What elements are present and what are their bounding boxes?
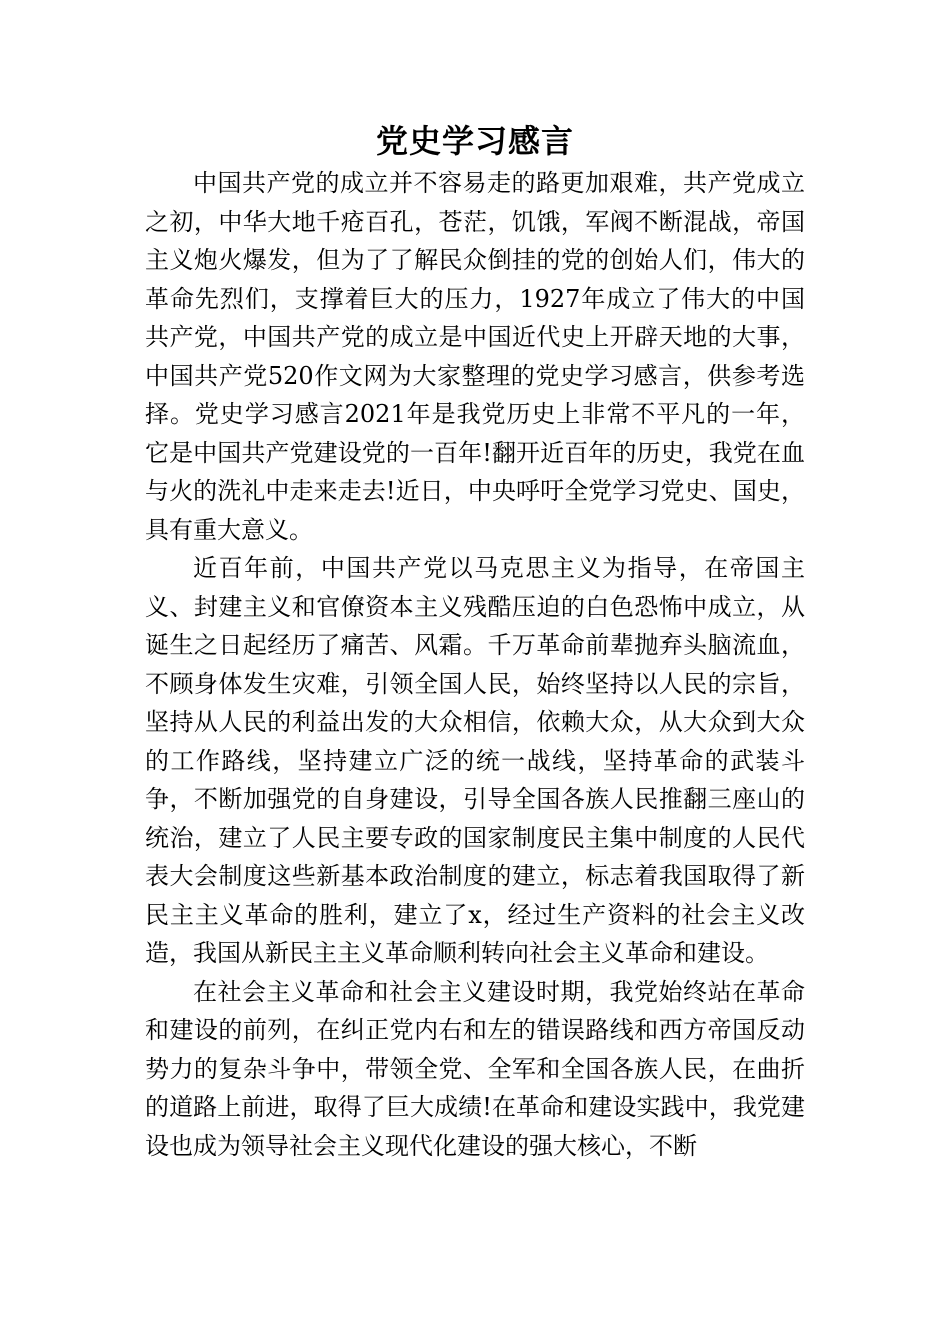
document-title: 党史学习感言 <box>375 122 574 160</box>
paragraph-3: 在社会主义革命和社会主义建设时期，我党始终站在革命和建设的前列，在纠正党内右和左的错误路线和西方帝国反动势力的复杂斗争中，带领全党、全军和全国各族人民，在曲折的道路上前进，取得了巨大成绩!在革命和建设实践中，我党建设也成为领导社会主义现代化建设的强大核心，不断 <box>145 977 805 1160</box>
document-body <box>145 118 805 1165</box>
paragraph-2: 近百年前，中国共产党以马克思主义为指导，在帝国主义、封建主义和官僚资本主义残酷压迫的白色恐怖中成立，从诞生之日起经历了痛苦、风霜。千万革命前辈抛弃头脑流血，不顾身体发生灾难，引领全国人民，始终坚持以人民的宗旨，坚持从人民的利益出发的大众相信，依赖大众，从大众到大众的工作路线，坚持建立广泛的统一战线，坚持革命的武装斗争，不断加强党的自身建设，引导全国各族人民推翻三座山的统治，建立了人民主要专政的国家制度民主集中制度的人民代表大会制度这些新基本政治制度的建立，标志着我国取得了新民主主义革命的胜利，建立了x，经过生产资料的社会主义改造，我国从新民主主义革命顺利转向社会主义革命和建设。 <box>145 554 805 967</box>
paragraph-1: 中国共产党的成立并不容易走的路更加艰难，共产党成立之初，中华大地千疮百孔，苍茫，饥饿，军阀不断混战，帝国主义炮火爆发，但为了了解民众倒挂的党的创始人们，伟大的革命先烈们，支撑着巨大的压力，1927年成立了伟大的中国共产党，中国共产党的成立是中国近代史上开辟天地的大事，中国共产党520作文网为大家整理的党史学习感言，供参考选择。党史学习感言2021年是我党历史上非常不平凡的一年，它是中国共产党建设党的一百年!翻开近百年的历史，我党在血与火的洗礼中走来走去!近日，中央呼吁全党学习党史、国史，具有重大意义。 <box>145 169 805 544</box>
